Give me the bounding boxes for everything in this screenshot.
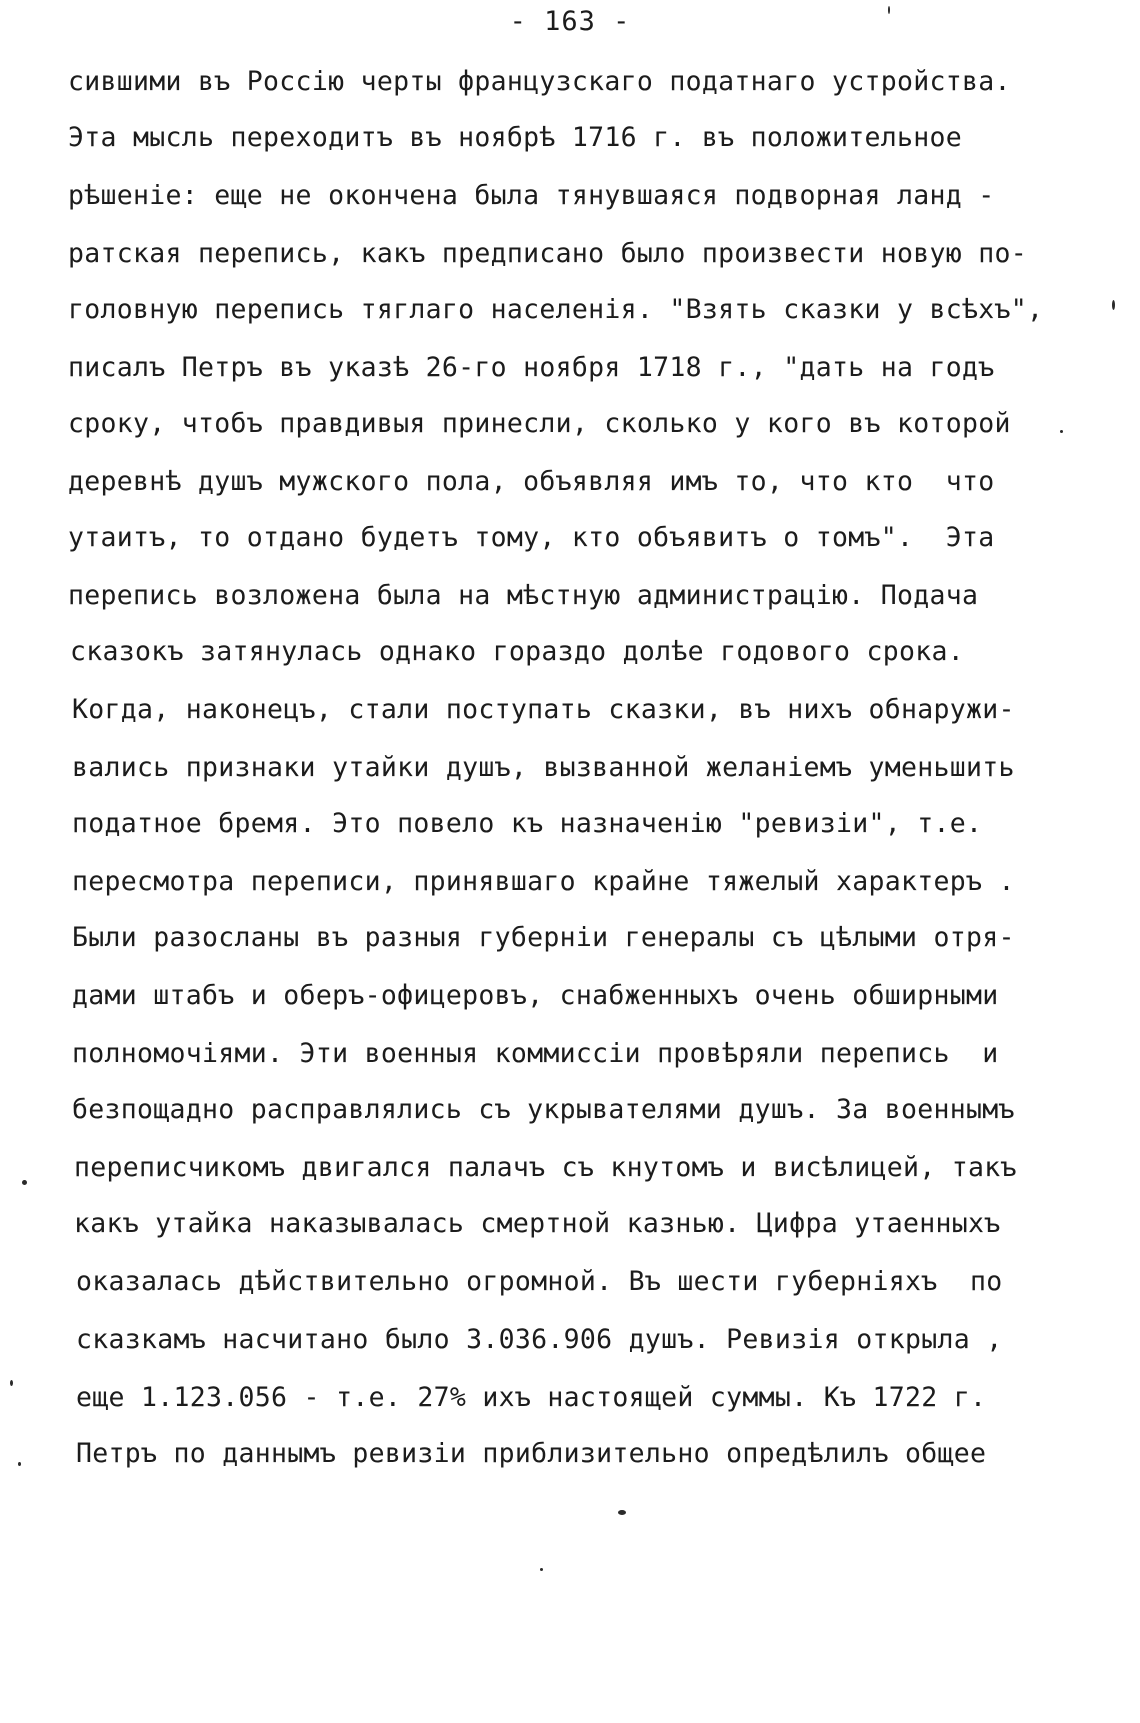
- text-line: головную перепись тяглаго населенія. "Взять сказки у всѣхъ",: [68, 294, 1044, 325]
- text-line: дами штабъ и оберъ-офицеровъ, снабженныхъ очень обширными: [72, 980, 999, 1011]
- text-line: утаитъ, то отдано будетъ тому, кто объявитъ о томъ". Эта: [68, 522, 995, 553]
- text-line: сившими въ Россію черты французскаго податнаго устройства.: [68, 66, 1011, 97]
- text-line: Когда, наконецъ, стали поступать сказки, въ нихъ обнаружи-: [72, 694, 1015, 725]
- text-line: податное бремя. Это повело къ назначенію "ревизіи", т.е.: [72, 808, 983, 839]
- text-line: перепись возложена была на мѣстную администрацію. Подача: [68, 580, 979, 611]
- text-line: еще 1.123.056 - т.е. 27% ихъ настоящей суммы. Къ 1722 г.: [76, 1382, 987, 1413]
- text-line: сказкамъ насчитано было 3.036.906 душъ. Ревизія открыла ,: [76, 1324, 1003, 1355]
- text-line: ратская перепись, какъ предписано было произвести новую по-: [68, 238, 1028, 269]
- page-number: - 163 -: [509, 6, 631, 37]
- ink-speck: [1112, 300, 1115, 310]
- ink-speck: [22, 1180, 27, 1185]
- text-line: Эта мысль переходитъ въ ноябрѣ 1716 г. въ положительное: [68, 122, 962, 153]
- text-line: безпощадно расправлялись съ укрывателями душъ. За военнымъ: [72, 1094, 1015, 1125]
- text-line: полномочіями. Эти военныя коммиссіи провѣряли перепись и: [72, 1038, 999, 1069]
- ink-speck: [18, 1462, 21, 1466]
- text-line: оказалась дѣйствительно огромной. Въ шести губерніяхъ по: [76, 1266, 1003, 1297]
- ink-speck: [618, 1510, 626, 1515]
- text-line: Петръ по даннымъ ревизіи приблизительно опредѣлилъ общее: [76, 1438, 987, 1469]
- text-line: сроку, чтобъ правдивыя принесли, сколько у кого въ которой: [68, 408, 1011, 439]
- text-line: Были разосланы въ разныя губерніи генералы съ цѣлыми отря-: [72, 922, 1015, 953]
- text-line: сказокъ затянулась однако гораздо долѣе годового срока.: [70, 636, 964, 667]
- ink-speck: [1060, 430, 1063, 433]
- text-line: пересмотра переписи, принявшаго крайне тяжелый характеръ .: [72, 866, 1015, 897]
- text-line: рѣшеніе: еще не окончена была тянувшаяся подворная ланд -: [68, 180, 995, 211]
- text-line: писалъ Петръ въ указѣ 26-го ноября 1718 г., "дать на годъ: [68, 352, 995, 383]
- text-line: деревнѣ душъ мужского пола, объявляя имъ то, что кто что: [68, 466, 995, 497]
- text-line: вались признаки утайки душъ, вызванной желаніемъ уменьшить: [72, 752, 1015, 783]
- ink-speck: [888, 6, 890, 14]
- ink-speck: [10, 1380, 13, 1386]
- ink-speck: [540, 1568, 543, 1571]
- text-line: какъ утайка наказывалась смертной казнью. Цифра утаенныхъ: [74, 1208, 1001, 1239]
- text-line: переписчикомъ двигался палачъ съ кнутомъ и висѣлицей, такъ: [74, 1152, 1017, 1183]
